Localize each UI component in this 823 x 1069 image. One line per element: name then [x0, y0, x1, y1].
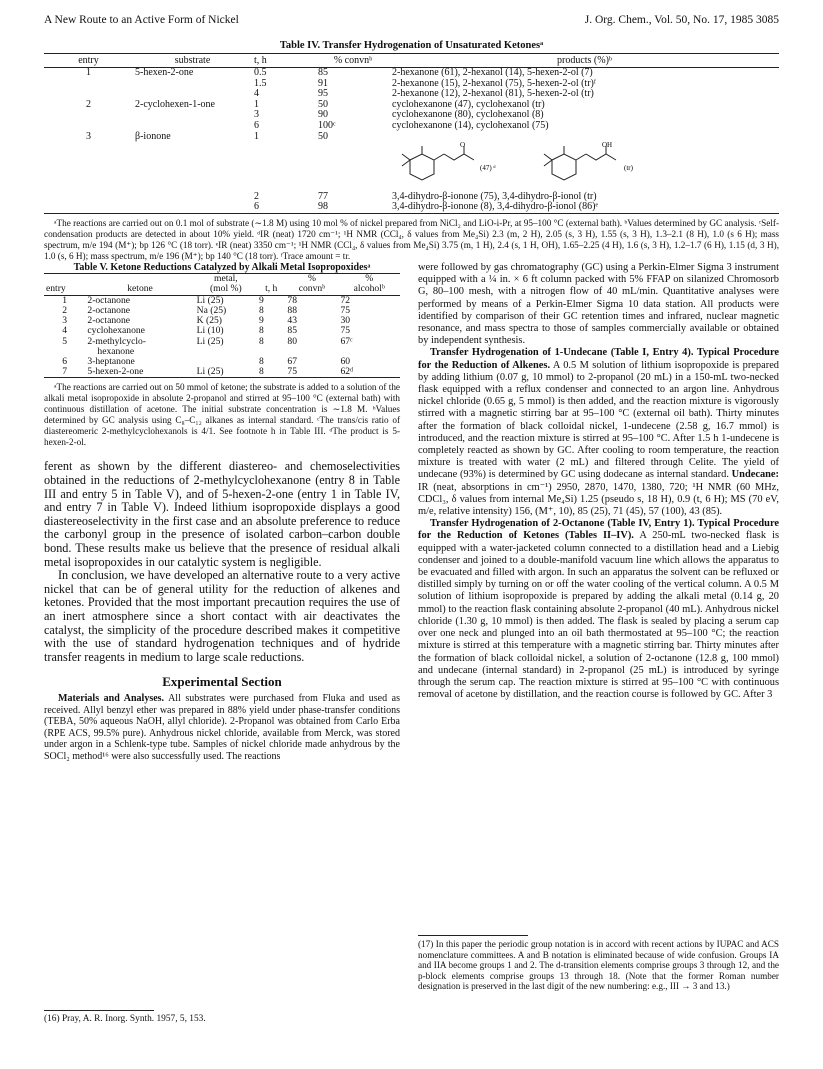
table-v-header: ketone — [85, 284, 194, 295]
table-cell: 43 — [287, 315, 297, 327]
ionone-structures — [392, 142, 692, 188]
table-cell: 72 — [340, 294, 351, 306]
table-cell: 2-octanone — [87, 305, 131, 317]
table-cell: 2 — [254, 190, 259, 202]
right-body-text — [418, 262, 779, 701]
table-row — [44, 367, 400, 378]
table-cell: 3,4-dihydro-β-ionone (8), 3,4-dihydro-β-ionol (86)ᵉ — [390, 202, 779, 213]
table-cell: hexanone — [97, 345, 135, 357]
table-iv-caption: Table IV. Transfer Hydrogenation of Unsaturated Ketonesᵃ — [279, 40, 544, 51]
table-cell: 5-hexen-2-one — [85, 367, 194, 378]
table-cell: 1 — [62, 294, 68, 306]
table-cell: 91 — [318, 77, 328, 89]
table-iv-header: products (%)ᵇ — [390, 54, 779, 68]
paragraph-body: All substrates were purchased from Fluka and used as received. Allyl benzyl ether was prepared in 88% yield under phase-transfer conditions (TEBA, 50% aqueous NaOH, allyl chloride). 2-Propanol was obtained from Carlo Erba (RPE ACS, 99.5% pure). Anhydrous nickel chloride, available from Merck, was stored under argon in a Schlenk-type tube. Samples of nickel chloride made anhydrous by the SOCl₂ method¹⁶ were also successfully used. The reactions — [44, 692, 400, 762]
table-v-header: alcoholᵇ — [339, 284, 401, 295]
table-cell: 62ᵈ — [339, 367, 401, 378]
table-cell — [44, 121, 133, 132]
table-v-caption: Table V. Ketone Reductions Catalyzed by Alkali Metal Isopropoxidesᵃ — [73, 262, 371, 273]
table-cell: 3 — [62, 315, 68, 327]
paragraph-heading: Materials and Analyses. — [58, 692, 165, 704]
table-cell: 50 — [318, 130, 328, 142]
paragraph-body: A 250-mL two-necked flask is equipped with a water-jacketed column connected to a distillation head and a Liebig condenser and joined to a double-manifold vacuum line which allows the apparatus to be evacuated and filled with argon. In such an apparatus the solvent can be refluxed or distilled simply by turning on or off the water cooling of the vertical column. A 0.5 M solution of lithium isopropoxide is prepared by adding the alkali metal (0.14 g, 20 mmol) to the reaction flask containing absolute 2-propanol (40 mL). Anhydrous nickel chloride (1.30 g, 10 mmol) is then added. The flask is sealed by placing a serum cap over one neck and plunged into an oil bath thermostated at 95–100 °C; the reaction mixture is stirred at this temperature with a magnetic stirring bar. Thirty minutes after the formation of black colloidal nickel, a solution of 2-octanone (12.8 g, 100 mmol) and undecane (internal standard) in 2-propanol (25 mL) is introduced by syringe through the serum cap. The reaction mixture is stirred at 95–100 °C with continuous removal of acetone by distillation, and the reaction course is followed by GC. After 3 — [418, 530, 779, 701]
table-cell: 6 — [62, 356, 68, 368]
table-cell: 3-heptanone — [87, 356, 135, 368]
table-cell: 75 — [340, 325, 351, 337]
table-cell: 85 — [287, 325, 297, 337]
table-cell: 1 — [254, 130, 259, 142]
table-cell: 1 — [86, 67, 91, 78]
footnote-16-text: (16) Pray, A. R. Inorg. Synth. 1957, 5, 153. — [44, 1014, 206, 1024]
table-cell: 9 — [259, 294, 264, 306]
table-cell: 2-octanone — [87, 294, 131, 306]
table-cell: Na (25) — [196, 305, 227, 317]
table-cell: Li (25) — [196, 335, 224, 347]
table-cell: Li (25) — [195, 367, 257, 378]
table-cell: 2 — [62, 305, 68, 317]
table-cell: 8 — [259, 325, 264, 337]
table-cell: 2-hexanone (15), 2-hexanol (75), 5-hexen-2-ol (tr)ᶠ — [392, 77, 596, 89]
paragraph-body: A 0.5 M solution of lithium isopropoxide is prepared by adding lithium (0.07 g, 10 mmol) to 2-propanol (20 mL) in a 150-mL two-necked flask equipped with a reflux condenser and connected to an argon line. Anhydrous nickel chloride (0.65 g, 5 mmol) is then added, and the reaction mixture is vigorously stirred with a magnetic stirring bar at 95–100 °C (external oil bath). Thirty minutes after the formation of black colloidal nickel, 1-undecene (2.58 g, 16.7 mmol) is introduced, and the reaction mixture is stirred at 95–100 °C. After 1.5 h 1-undecene is completely reacted as shown by GC. After cooling to room temperature, the reaction mixture is treated with water (2 mL) and filtered through Celite. The yield of undecane (93%) is determined by GC using dodecane as internal standard. — [418, 359, 779, 481]
oxygen-label: O — [460, 142, 466, 150]
table-cell: 3,4-dihydro-β-ionone (75), 3,4-dihydro-β-ionol (tr) — [392, 190, 597, 202]
table-cell — [133, 202, 252, 213]
table-cell: 67 — [287, 356, 297, 368]
table-cell: 1.5 — [254, 77, 267, 89]
table-cell: 9 — [259, 315, 264, 327]
table-cell: 3 — [86, 130, 91, 142]
table-cell: 1 — [254, 98, 259, 110]
footnote-17 — [418, 935, 779, 992]
table-cell: 4 — [254, 88, 259, 100]
table-cell: 78 — [287, 294, 297, 306]
table-v-header: metal, — [195, 274, 257, 285]
footnote-rule — [44, 1010, 154, 1011]
table-v-header: entry — [44, 284, 85, 295]
table-iv-footnote: ᵃThe reactions are carried out on 0.1 mol of substrate (∼1.8 M) using 10 mol % of nickel prepared from NiCl₂ and LiO-i-Pr, at 95–100 °C (external bath). ᵇValues determined by GC analysis. ᶜSelf-condensation products are detected in about 10% yield. ᵈIR (neat) 1720 cm⁻¹; ¹H NMR (CCl₄, δ values from Me₄Si) 2.3 (m, 2 H), 2.05 (s, 3 H), 1.55 (s, 3 H), 1.3–2.1 (8 H), 1.0 (s 6 H); mass spectrum, m/e 194 (M⁺); bp 126 °C (18 torr). ᵉIR (neat) 3350 cm⁻¹; ¹H NMR (CCl₄, δ values from Me₄Si) 3.75 (m, 1 H), 2.4 (s, 1 H, OH), 1.65–2.25 (4 H), 1.6 (s, 3 H), 1.2–1.7 (6 H), 1.15 (d, 3 H), 1.0 (s, 6 H); mass spectrum, m/e 196 (M⁺); bp 140 °C (18 torr). ᶠTrace amount = tr. — [44, 217, 779, 261]
paragraph: were followed by gas chromatography (GC) using a Perkin-Elmer Sigma 3 instrument equipped with a ¼ in. × 6 ft column packed with 5% FFAP on silanized Chromosorb G, 80–100 mesh, with a nitrogen flow of 40 mL/min. Quantitative analyses were performed by means of a Perkin-Elmer Sigma 10 data station. All products were identified by comparison of their GC retention times and infrared, nuclear magnetic resonance, and mass spectra to those of samples commercially available or obtained by independent synthesis. — [418, 262, 779, 347]
table-cell: Li (25) — [196, 294, 224, 306]
table-cell: 8 — [259, 356, 264, 368]
left-column — [44, 262, 400, 763]
right-column — [418, 262, 779, 701]
table-row — [44, 132, 779, 143]
table-cell: 8 — [259, 305, 264, 317]
table-cell: 6 — [254, 119, 259, 131]
paragraph-heading: Transfer Hydrogenation of 2-Octanone (Table IV, Entry 1). Typical Procedure for the Reduction of Ketones (Tables II–IV). — [418, 518, 779, 542]
table-v-header: % — [339, 274, 401, 285]
table-iv-header: % convnᵇ — [316, 54, 390, 68]
table-cell: 67ᶜ — [340, 335, 353, 347]
table-row — [44, 202, 779, 213]
paragraph-body: IR (neat, absorptions in cm⁻¹) 2950, 2870, 1470, 1380, 720; ¹H NMR (60 MHz, CDCl₃, δ values from internal Me₄Si) 1.25 (pseudo s, 18 H), 0.9 (t, 6 H); MS (70 eV, m/e, relative intensity) 156, (M⁺, 10), 85 (25), 71 (45), 57 (100), 43 (85). — [418, 481, 779, 518]
table-row — [44, 121, 779, 132]
table-cell: 7 — [44, 367, 85, 378]
paragraph: ferent as shown by the different diastereo- and chemoselectivities obtained in the reductions of 2-methylcyclohexanone (entry 8 in Table III and entry 5 in Table V), and of 5-hexen-2-one (entry 1 in Table IV, and entry 7 in Table V). Indeed lithium isopropoxide displays a good diastereoselectivity in the first case and an absolute preference to reduce the carbonyl group in the presence of isolated carbon–carbon double bond. These results make us believe that the presence of residual alkali metal isopropoxides in our catalytic system is negligible. — [44, 459, 400, 569]
table-cell: 30 — [340, 315, 351, 327]
table-cell — [195, 347, 257, 357]
table-cell — [44, 202, 133, 213]
hydroxyl-label: OH — [602, 142, 613, 150]
table-v-header: % — [285, 274, 338, 285]
table-cell — [133, 79, 252, 90]
table-iv-header: t, h — [252, 54, 316, 68]
table-cell: 98 — [316, 202, 390, 213]
table-cell — [390, 132, 779, 143]
table-cell: 2-hexanone (61), 2-hexanol (14), 5-hexen-2-ol (7) — [392, 67, 593, 78]
table-cell: cyclohexanone (80), cyclohexanol (8) — [392, 109, 544, 121]
table-cell: 5 — [62, 335, 68, 347]
header-journal: J. Org. Chem., Vol. 50, No. 17, 1985 3085 — [584, 14, 779, 26]
compound-heading: Undecane: — [731, 469, 779, 481]
table-cell: 3 — [254, 109, 259, 121]
table-cell: 5-hexen-2-one — [135, 67, 194, 78]
table-cell: 95 — [318, 88, 328, 100]
table-cell: 6 — [252, 202, 316, 213]
table-cell: cyclohexanone (47), cyclohexanol (tr) — [392, 98, 545, 110]
table-cell: 88 — [287, 305, 297, 317]
table-cell — [44, 79, 133, 90]
footnote-rule — [418, 935, 528, 936]
table-iv-header: entry — [44, 54, 133, 68]
table-cell: β-ionone — [135, 130, 171, 142]
structure-row — [44, 142, 779, 192]
table-cell: K (25) — [196, 315, 222, 327]
footnote-16 — [44, 1010, 400, 1024]
table-cell: 60 — [340, 356, 351, 368]
paragraph: In conclusion, we have developed an alternative route to a very active nickel that can be of general utility for the reduction of alkenes and ketones. Provided that the most important precaution requires the use of an inert atmosphere since a short contact with air deactivates the catalyst, the simplicity of the procedure described makes it competitive with the use of standard hydrogenation techniques and of hydride transfer reagents in medium to large scale reductions. — [44, 568, 400, 664]
table-cell: 80 — [287, 335, 297, 347]
table-row — [44, 68, 779, 79]
table-cell: 2 — [86, 98, 91, 110]
table-v-header: convnᵇ — [285, 284, 338, 295]
table-cell: 4 — [62, 325, 68, 337]
table-cell: 77 — [318, 190, 328, 202]
table-cell — [44, 192, 133, 203]
header-title: A New Route to an Active Form of Nickel — [44, 14, 239, 26]
table-iv-header: substrate — [133, 54, 252, 68]
table-cell — [133, 121, 252, 132]
table-cell — [44, 110, 133, 121]
table-cell: 75 — [340, 305, 351, 317]
table-cell: 85 — [318, 67, 328, 78]
table-cell: cyclohexanone — [87, 325, 145, 337]
table-v — [44, 262, 400, 448]
table-cell: 8 — [257, 367, 285, 378]
table-cell: 2-cyclohexen-1-one — [135, 98, 215, 110]
footnote-17-text: (17) In this paper the periodic group notation is in accord with recent actions by IUPAC and ACS nomenclature committees. A and B notation is eliminated because of wide confusion. Groups IA and IIA become groups 1 and 2. The d-transition elements comprise groups 3 through 12, and the p-block elements comprise groups 13 through 18. (Note that the former Roman number designation is preserved in the last digit of the new numbering: e.g., III → 3 and 13.) — [418, 939, 779, 992]
structure-cell — [390, 142, 779, 192]
yield-label: (47) ᵈ — [480, 164, 496, 173]
paragraph — [44, 693, 400, 763]
table-cell: cyclohexanone (14), cyclohexanol (75) — [392, 119, 549, 131]
table-cell: 2-methylcyclo- — [87, 335, 146, 347]
paragraph — [418, 347, 779, 518]
table-cell: 8 — [259, 335, 264, 347]
left-body-text — [44, 460, 400, 762]
table-cell: 2-octanone — [87, 315, 131, 327]
paragraph-heading: Transfer Hydrogenation of 1-Undecane (Table I, Entry 4). Typical Procedure for the Reduction of Alkenes. — [418, 347, 779, 371]
table-cell: 100ᶜ — [318, 119, 336, 131]
yield-label: (tr) — [624, 164, 633, 173]
table-v-footnote: ᵃThe reactions are carried out on 50 mmol of ketone; the substrate is added to a solution of the alkali metal isopropoxide in absolute 2-propanol and stirred at 95–100 °C (external bath) with continuous distillation of acetone. The initial substrate concentration is ∼1.8 M. ᵇValues determined by GC analysis using C₈–C₁₂ alkanes as internal standard. ᶜThe trans/cis ratio of diastereomeric 2-methylcyclohexanols is 4/1. See footnote h in Table III. ᵈThe product is 5-hexen-2-ol. — [44, 382, 400, 448]
table-cell: 50 — [318, 98, 328, 110]
table-cell: 75 — [285, 367, 338, 378]
table-v-header: (mol %) — [195, 284, 257, 295]
table-cell: 0.5 — [254, 67, 267, 78]
table-cell — [133, 192, 252, 203]
paragraph — [418, 518, 779, 701]
section-heading: Experimental Section — [162, 674, 282, 690]
table-cell: 90 — [318, 109, 328, 121]
table-iv — [44, 40, 779, 262]
table-cell — [133, 110, 252, 121]
table-v-header: t, h — [257, 284, 285, 295]
table-cell: Li (10) — [196, 325, 224, 337]
table-cell: 2-hexanone (12), 2-hexanol (81), 5-hexen-2-ol (tr) — [392, 88, 594, 100]
